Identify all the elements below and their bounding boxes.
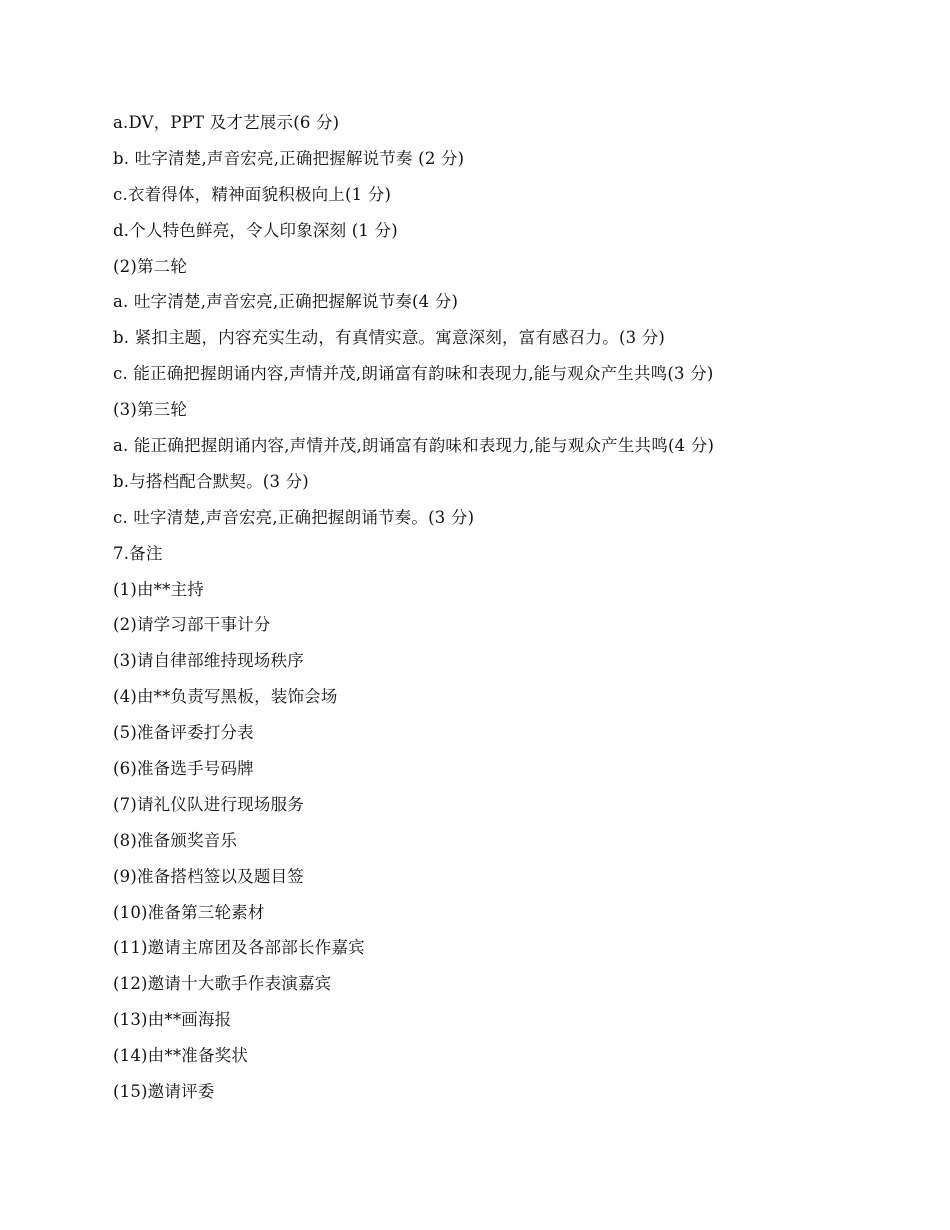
note-item: (14)由**准备奖状 (113, 1046, 249, 1066)
note-item: (7)请礼仪队进行现场服务 (113, 794, 304, 814)
criterion-line-r2-a: a. 吐字清楚,声音宏亮,正确把握解说节奏(4 分) (113, 292, 459, 312)
note-item: (11)邀请主席团及各部部长作嘉宾 (113, 938, 365, 958)
round-heading-3: (3)第三轮 (113, 400, 188, 420)
note-item: (5)准备评委打分表 (113, 723, 254, 743)
section-heading-notes: 7.备注 (113, 543, 163, 563)
note-item: (13)由**画海报 (113, 1010, 232, 1030)
note-item: (15)邀请评委 (113, 1082, 215, 1102)
criterion-line-r3-a: a. 能正确把握朗诵内容,声情并茂,朗诵富有韵味和表现力,能与观众产生共鸣(4 分) (113, 436, 715, 456)
criterion-line-r1-d: d.个人特色鲜亮，令人印象深刻 (1 分) (113, 220, 398, 240)
round-heading-2: (2)第二轮 (113, 256, 188, 276)
criterion-line-r3-c: c. 吐字清楚,声音宏亮,正确把握朗诵节奏。(3 分) (113, 507, 475, 527)
criterion-line-r2-b: b. 紧扣主题，内容充实生动，有真情实意。寓意深刻，富有感召力。(3 分) (113, 328, 666, 348)
note-item: (2)请学习部干事计分 (113, 615, 271, 635)
criterion-line-r1-a: a.DV，PPT 及才艺展示(6 分) (113, 113, 340, 132)
note-item: (9)准备搭档签以及题目签 (113, 866, 304, 886)
criterion-line-r3-b: b.与搭档配合默契。(3 分) (113, 471, 309, 491)
note-item: (10)准备第三轮素材 (113, 902, 265, 922)
note-item: (3)请自律部维持现场秩序 (113, 651, 304, 671)
criterion-line-r1-c: c.衣着得体，精神面貌积极向上(1 分) (113, 184, 392, 204)
note-item: (1)由**主持 (113, 579, 204, 599)
note-item: (8)准备颁奖音乐 (113, 830, 238, 850)
document-body (113, 110, 893, 1115)
criterion-line-r1-b: b. 吐字清楚,声音宏亮,正确把握解说节奏 (2 分) (113, 148, 465, 168)
note-item: (12)邀请十大歌手作表演嘉宾 (113, 974, 332, 994)
note-item: (6)准备选手号码牌 (113, 759, 254, 779)
note-item: (4)由**负责写黑板，装饰会场 (113, 687, 338, 707)
criterion-line-r2-c: c. 能正确把握朗诵内容,声情并茂,朗诵富有韵味和表现力,能与观众产生共鸣(3 分) (113, 364, 714, 384)
